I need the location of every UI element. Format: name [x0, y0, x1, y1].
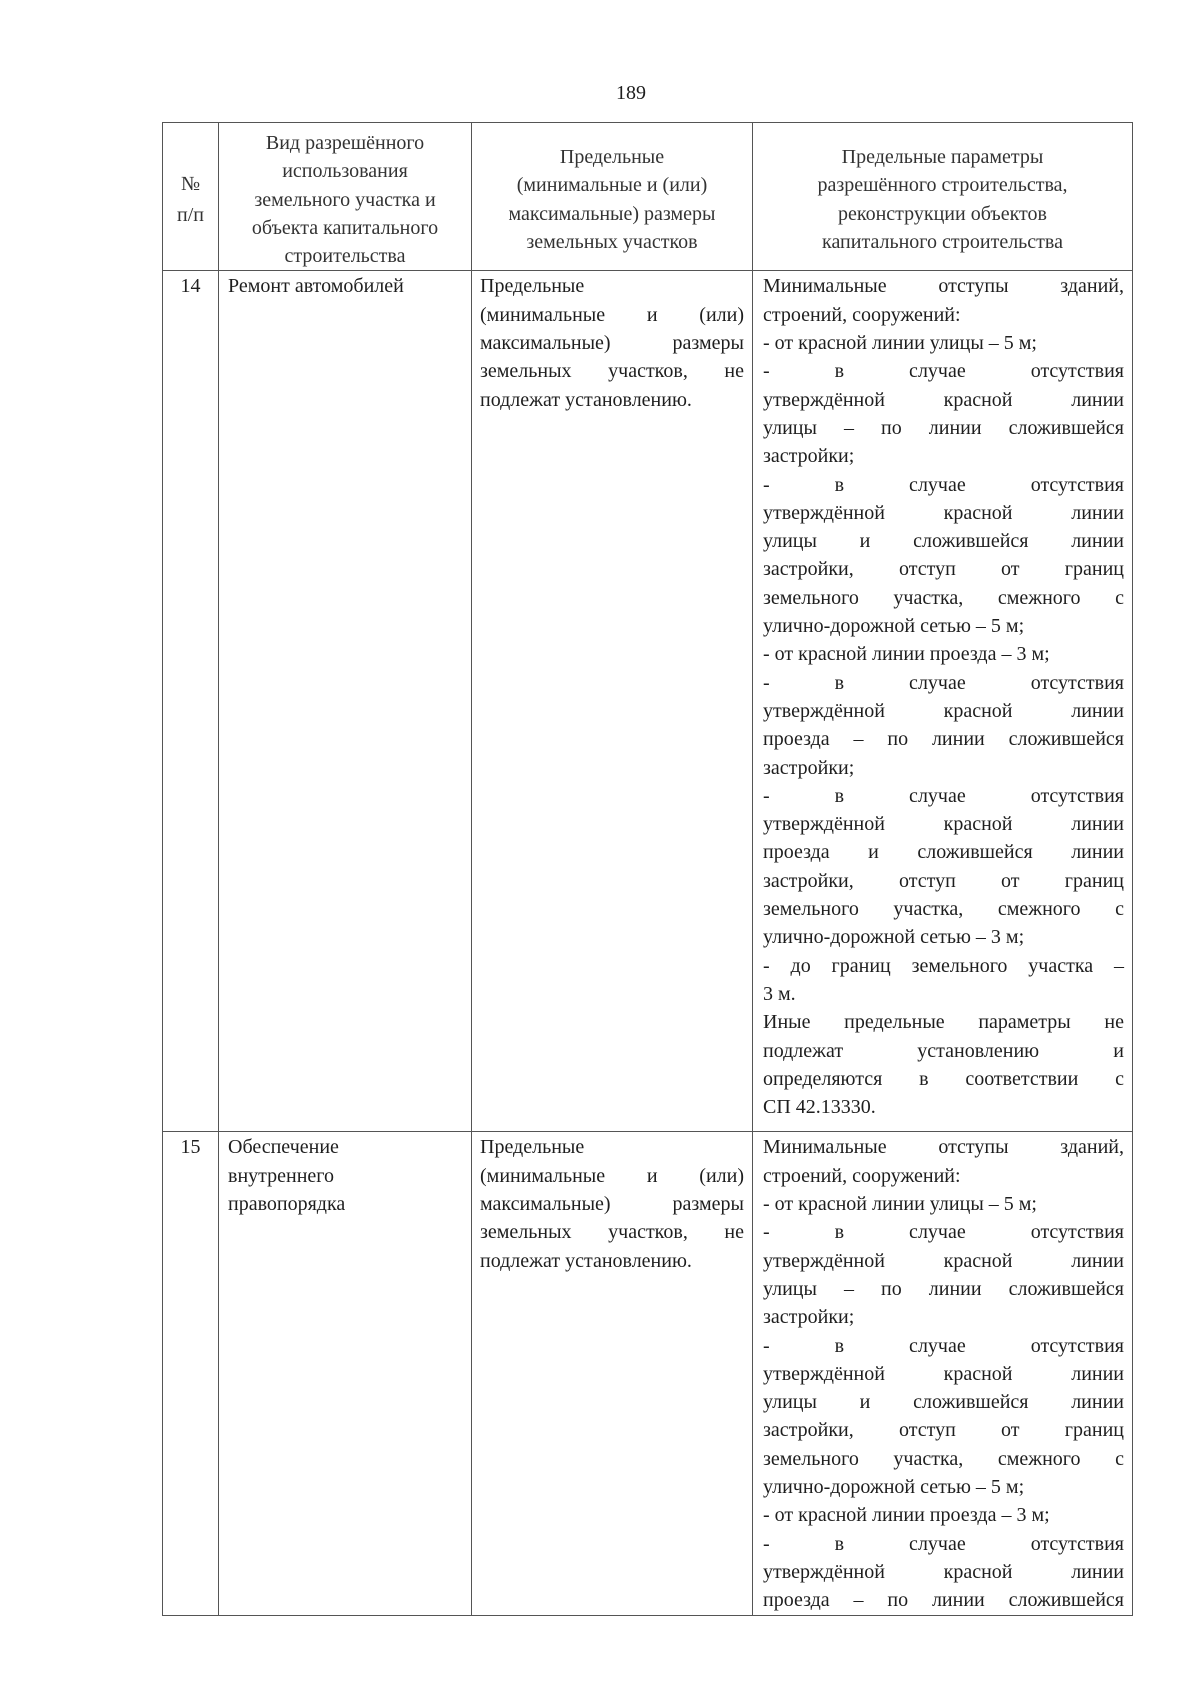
header-plot-size: [472, 123, 753, 271]
cell-line: разрешённого строительства,: [817, 174, 1068, 197]
header-permitted-use: [219, 123, 472, 271]
cell-line: земельных участков: [526, 231, 698, 254]
cell-line: (минимальные и (или): [480, 303, 744, 326]
cell-line: улично-дорожной сетью – 5 м;: [763, 615, 1025, 638]
cell-line: проезда – по линии сложившейся: [763, 1589, 1124, 1612]
header-number-line: №: [180, 172, 201, 195]
cell-line: застройки, отступ от границ: [763, 869, 1124, 892]
cell-line: Обеспечение: [228, 1136, 339, 1159]
cell-line: строений, сооружений:: [763, 303, 961, 326]
cell-line: максимальные) размеры: [480, 1193, 744, 1216]
cell-line: подлежат установлению.: [480, 388, 692, 411]
cell-line: Предельные: [480, 1136, 585, 1159]
cell-line: земельного участка и: [254, 188, 436, 211]
construction-params-cell: [753, 271, 1133, 1132]
cell-line: - от красной линии проезда – 3 м;: [763, 1504, 1050, 1527]
cell-line: - в случае отсутствия: [763, 1334, 1124, 1357]
cell-line: 3 м.: [763, 982, 796, 1005]
cell-line: застройки, отступ от границ: [763, 558, 1124, 581]
zoning-parameters-table: [162, 122, 1133, 1616]
cell-line: Минимальные отступы зданий,: [763, 1136, 1124, 1159]
cell-line: земельного участка, смежного с: [763, 898, 1124, 921]
cell-line: - от красной линии улицы – 5 м;: [763, 1193, 1037, 1216]
header-number-line: п/п: [177, 203, 204, 226]
cell-line: Ремонт автомобилей: [228, 275, 404, 298]
cell-line: улицы и сложившейся линии: [763, 1391, 1124, 1414]
cell-line: проезда – по линии сложившейся: [763, 728, 1124, 751]
cell-line: улицы – по линии сложившейся: [763, 1277, 1124, 1300]
page-number: 189: [616, 82, 646, 104]
cell-line: правопорядка: [228, 1193, 346, 1216]
cell-line: улицы и сложившейся линии: [763, 530, 1124, 553]
cell-line: объекта капитального: [251, 216, 439, 239]
cell-line: улично-дорожной сетью – 5 м;: [763, 1476, 1025, 1499]
cell-line: Предельные параметры: [841, 146, 1044, 169]
row-number: 14: [163, 271, 219, 1132]
cell-line: проезда и сложившейся линии: [763, 841, 1124, 864]
cell-line: утверждённой красной линии: [763, 813, 1124, 836]
cell-line: - от красной линии улицы – 5 м;: [763, 332, 1037, 355]
plot-size-cell: [472, 1132, 753, 1615]
cell-line: (минимальные и (или): [516, 174, 708, 197]
cell-line: Предельные: [480, 275, 585, 298]
cell-line: Минимальные отступы зданий,: [763, 275, 1124, 298]
cell-line: подлежат установлению.: [480, 1249, 692, 1272]
cell-line: - в случае отсутствия: [763, 1221, 1124, 1244]
cell-line: застройки, отступ от границ: [763, 1419, 1124, 1442]
cell-line: внутреннего: [228, 1164, 334, 1187]
cell-line: - в случае отсутствия: [763, 1532, 1124, 1555]
cell-line: - в случае отсутствия: [763, 784, 1124, 807]
cell-line: утверждённой красной линии: [763, 1362, 1124, 1385]
cell-line: утверждённой красной линии: [763, 501, 1124, 524]
cell-line: (минимальные и (или): [480, 1164, 744, 1187]
cell-line: земельного участка, смежного с: [763, 586, 1124, 609]
row-number: 15: [163, 1132, 219, 1615]
cell-line: - от красной линии проезда – 3 м;: [763, 643, 1050, 666]
cell-line: капитального строительства: [822, 231, 1063, 254]
cell-line: утверждённой красной линии: [763, 1560, 1124, 1583]
table-row: [163, 1132, 1133, 1615]
table-header-row: [163, 123, 1133, 271]
cell-line: застройки;: [763, 756, 855, 779]
construction-params-cell: [753, 1132, 1133, 1615]
cell-line: утверждённой красной линии: [763, 388, 1124, 411]
header-construction-params: [753, 123, 1133, 271]
cell-line: подлежат установлению и: [763, 1039, 1124, 1062]
cell-line: определяются в соответствии с: [763, 1067, 1124, 1090]
cell-line: улицы – по линии сложившейся: [763, 416, 1124, 439]
cell-line: - до границ земельного участка –: [763, 954, 1124, 977]
cell-line: утверждённой красной линии: [763, 699, 1124, 722]
cell-line: застройки;: [763, 1306, 855, 1329]
cell-line: СП 42.13330.: [763, 1096, 876, 1119]
cell-line: реконструкции объектов: [838, 202, 1047, 225]
cell-line: Вид разрешённого: [265, 132, 425, 154]
cell-line: земельного участка, смежного с: [763, 1447, 1124, 1470]
cell-line: Иные предельные параметры не: [763, 1011, 1124, 1034]
cell-line: использования: [282, 160, 408, 183]
cell-line: земельных участков, не: [480, 1221, 744, 1244]
cell-line: строений, сооружений:: [763, 1164, 961, 1187]
cell-line: максимальные) размеры: [480, 332, 744, 355]
cell-line: - в случае отсутствия: [763, 473, 1124, 496]
permitted-use-cell: [219, 271, 472, 1132]
table-row: [163, 271, 1133, 1132]
cell-line: Предельные: [559, 146, 665, 169]
cell-line: - в случае отсутствия: [763, 671, 1124, 694]
cell-line: застройки;: [763, 445, 855, 468]
cell-line: - в случае отсутствия: [763, 360, 1124, 383]
plot-size-cell: [472, 271, 753, 1132]
cell-line: максимальные) размеры: [508, 202, 716, 225]
cell-line: утверждённой красной линии: [763, 1249, 1124, 1272]
header-number: [163, 123, 219, 271]
cell-line: строительства: [284, 245, 406, 268]
cell-line: земельных участков, не: [480, 360, 744, 383]
permitted-use-cell: [219, 1132, 472, 1615]
cell-line: улично-дорожной сетью – 3 м;: [763, 926, 1025, 949]
